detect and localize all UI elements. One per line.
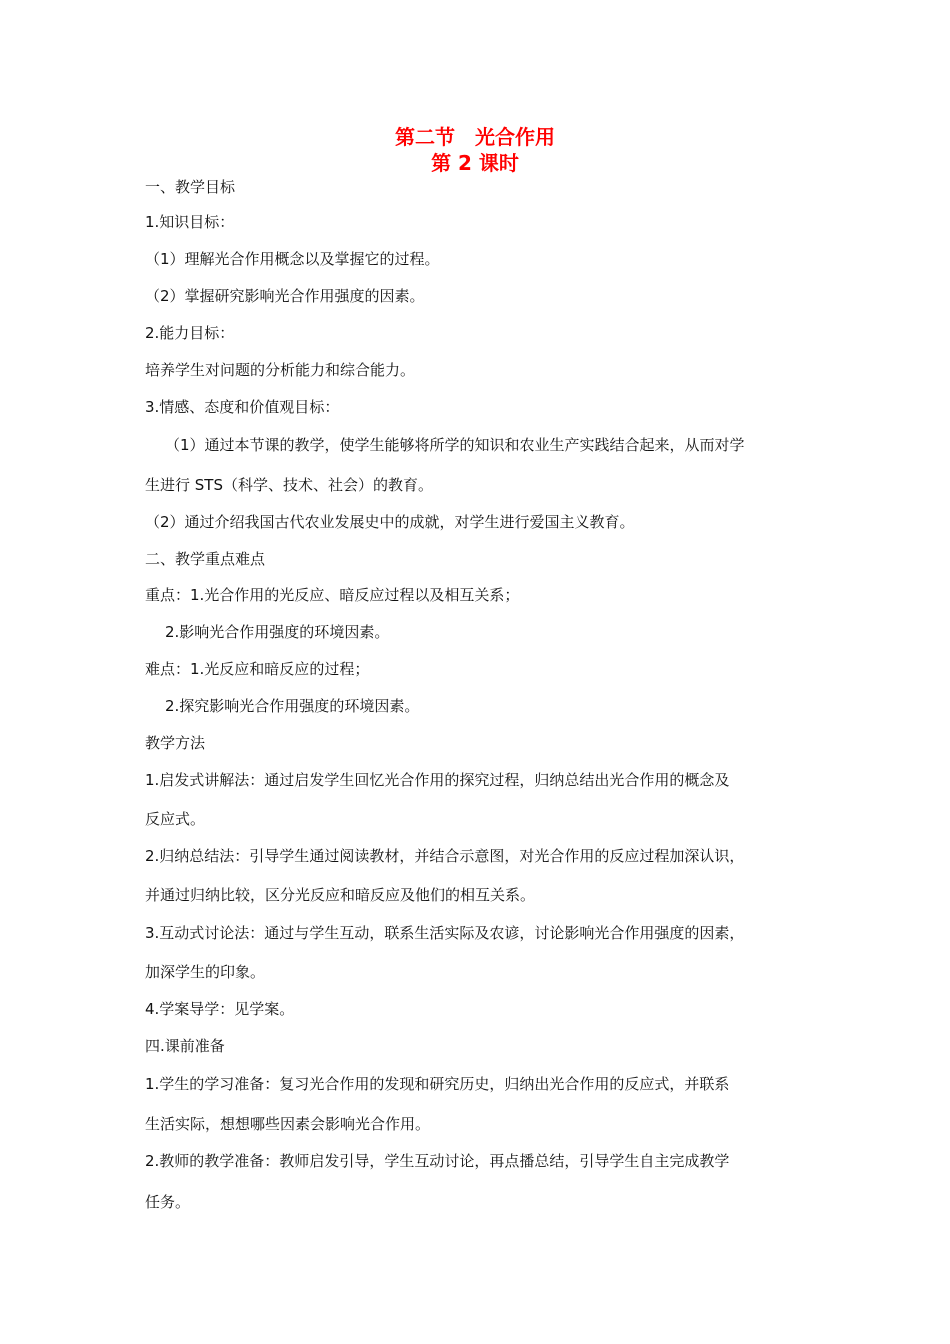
preparation-1-line2: 生活实际，想想哪些因素会影响光合作用。 bbox=[145, 1115, 431, 1133]
preparation-1-line1: 1.学生的学习准备：复习光合作用的发现和研究历史，归纳出光合作用的反应式，并联系 bbox=[145, 1075, 730, 1093]
difficult-point-1: 难点：1.光反应和暗反应的过程； bbox=[145, 660, 370, 678]
method-1-line2: 反应式。 bbox=[145, 810, 206, 828]
method-3-line2: 加深学生的印象。 bbox=[145, 963, 266, 981]
emotion-objective-2: （2）通过介绍我国古代农业发展史中的成就，对学生进行爱国主义教育。 bbox=[145, 513, 635, 531]
emotion-objective-heading: 3.情感、态度和价值观目标： bbox=[145, 398, 340, 416]
section-title: 第二节 光合作用 bbox=[395, 125, 555, 149]
method-1-line1: 1.启发式讲解法：通过启发学生回忆光合作用的探究过程，归纳总结出光合作用的概念及 bbox=[145, 771, 730, 789]
knowledge-objective-1: （1）理解光合作用概念以及掌握它的过程。 bbox=[145, 250, 440, 268]
heading-teaching-objectives: 一、教学目标 bbox=[145, 178, 236, 196]
heading-key-points: 二、教学重点难点 bbox=[145, 550, 266, 568]
heading-preparation: 四.课前准备 bbox=[145, 1037, 225, 1055]
method-3-line1: 3.互动式讨论法：通过与学生互动，联系生活实际及农谚，讨论影响光合作用强度的因素， bbox=[145, 924, 745, 942]
preparation-2-line1: 2.教师的教学准备：教师启发引导，学生互动讨论，再点播总结，引导学生自主完成教学 bbox=[145, 1152, 730, 1170]
knowledge-objective-2: （2）掌握研究影响光合作用强度的因素。 bbox=[145, 287, 425, 305]
emotion-objective-1-line1: （1）通过本节课的教学，使学生能够将所学的知识和农业生产实践结合起来，从而对学 bbox=[165, 436, 745, 454]
lesson-title: 第 2 课时 bbox=[431, 151, 519, 175]
knowledge-objective-heading: 1.知识目标： bbox=[145, 213, 235, 231]
method-2-line1: 2.归纳总结法：引导学生通过阅读教材，并结合示意图，对光合作用的反应过程加深认识， bbox=[145, 847, 745, 865]
key-point-2: 2.影响光合作用强度的环境因素。 bbox=[165, 623, 390, 641]
key-point-1: 重点：1.光合作用的光反应、暗反应过程以及相互关系； bbox=[145, 586, 520, 604]
difficult-point-2: 2.探究影响光合作用强度的环境因素。 bbox=[165, 697, 420, 715]
preparation-2-line2: 任务。 bbox=[145, 1193, 191, 1211]
emotion-objective-1-line2: 生进行 STS（科学、技术、社会）的教育。 bbox=[145, 476, 433, 494]
ability-objective-heading: 2.能力目标： bbox=[145, 324, 235, 342]
method-4: 4.学案导学：见学案。 bbox=[145, 1000, 295, 1018]
heading-teaching-methods: 教学方法 bbox=[145, 734, 206, 752]
ability-objective-text: 培养学生对问题的分析能力和综合能力。 bbox=[145, 361, 416, 379]
method-2-line2: 并通过归纳比较，区分光反应和暗反应及他们的相互关系。 bbox=[145, 886, 536, 904]
